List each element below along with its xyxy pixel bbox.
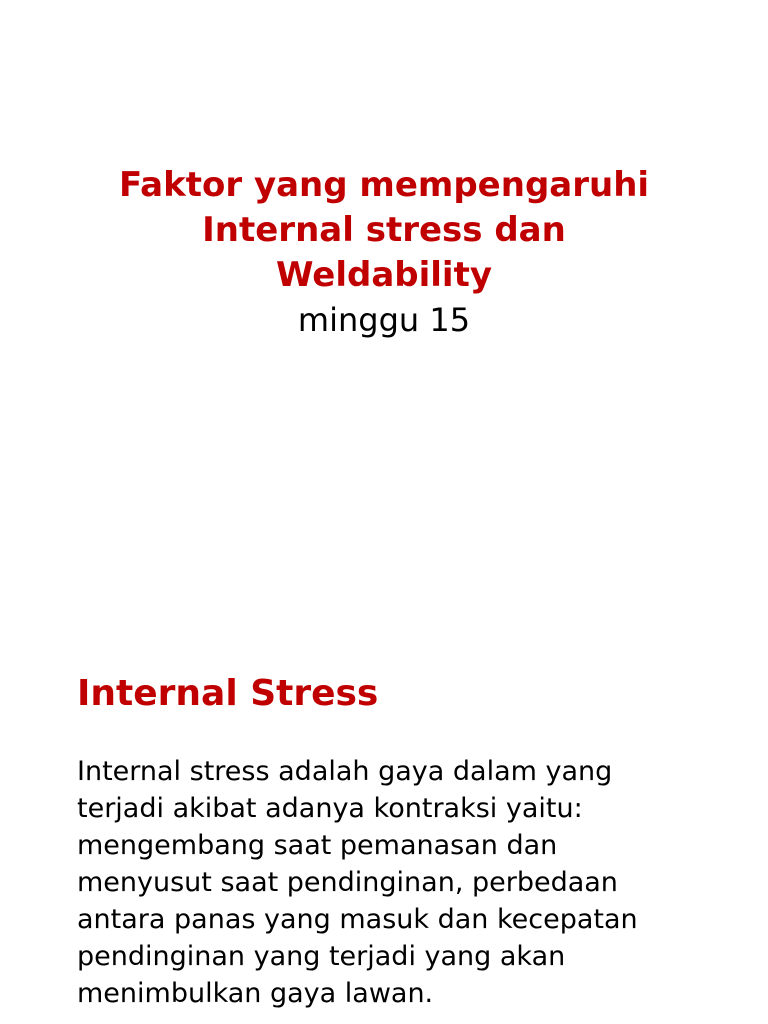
body-line-4: menyusut saat pendinginan, perbedaan [77, 867, 618, 898]
section-heading: Internal Stress [77, 673, 379, 714]
title-line-2: Internal stress dan [202, 210, 566, 250]
subtitle: minggu 15 [297, 301, 471, 339]
body-line-1: Internal stress adalah gaya dalam yang [77, 756, 613, 787]
title-block [0, 163, 768, 342]
slide-internal-stress [0, 640, 768, 1024]
body-line-7: menimbulkan gaya lawan. [77, 978, 434, 1009]
body-line-3: mengembang saat pemanasan dan [77, 830, 558, 861]
body-line-6: pendinginan yang terjadi yang akan [77, 941, 566, 972]
title-line-3: Weldability [275, 255, 492, 295]
title-line-1: Faktor yang mempengaruhi [118, 165, 650, 205]
body-paragraph [77, 753, 757, 1012]
body-line-2: terjadi akibat adanya kontraksi yaitu: [77, 793, 583, 824]
body-line-5: antara panas yang masuk dan kecepatan [77, 904, 638, 935]
